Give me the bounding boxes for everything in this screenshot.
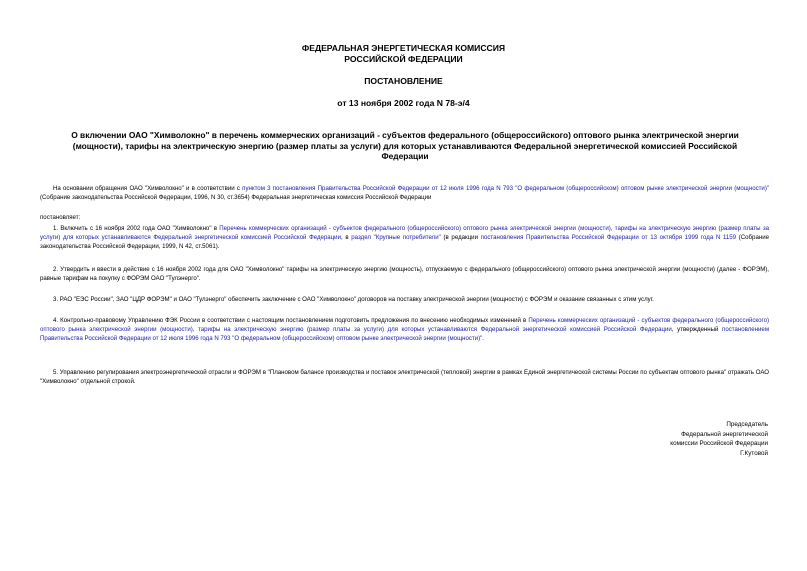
org-name-line2: РОССИЙСКОЙ ФЕДЕРАЦИИ <box>344 54 463 64</box>
item-4-text-3: . <box>482 335 484 342</box>
preamble-paragraph <box>40 184 769 202</box>
item-4-text-2: , утвержденный <box>671 326 723 333</box>
organizations-list-link-2[interactable]: Перечень коммерческих организаций - субъектов федерального (общероссийского) оптового рынка электрической энергии (мощности), тарифы на электрическую энергию (размер платы за услуги) для которых устанавливаются Федеральной энергетической комиссией Российской Федерации <box>40 317 770 333</box>
preamble-text-2: (Собрание законодательства Российской Федерации, 1996, N 30, ст.3654) Федеральная энергетическая комиссия Российской Федерации <box>40 194 432 201</box>
signature-position: Председатель <box>726 421 768 428</box>
signature-block <box>568 420 768 458</box>
org-name-line1: ФЕДЕРАЛЬНАЯ ЭНЕРГЕТИЧЕСКАЯ КОМИССИЯ <box>301 43 506 53</box>
item-1-paragraph <box>40 224 769 251</box>
item-1-text-3: (в редакции <box>440 234 481 241</box>
decree-1159-link[interactable]: постановления Правительства Российской Федерации от 13 октября 1999 года N 1159 <box>480 234 737 241</box>
preamble-text-1: На основании обращения ОАО "Химволокно" и в соответствии с <box>53 185 243 192</box>
document-type: ПОСТАНОВЛЕНИЕ <box>364 76 443 86</box>
item-4-text-1: 4. Контрольно-правовому Управлению ФЭК России в соответствии с настоящим постановлением подготовить предложения по внесению необходимых изменений в <box>53 317 529 324</box>
decides-label: постановляет: <box>40 214 81 221</box>
decree-793-link[interactable]: постановлением Правительства Российской Федерации от 12 июля 1996 года N 793 "О федеральном (общероссийском) оптовом рынке электрической энергии (мощности)" <box>40 326 770 342</box>
signature-name: Г.Кутовой <box>740 449 768 457</box>
item-2-paragraph: 2. Утвердить и ввести в действие с 16 ноября 2002 года для ОАО "Химволокно" тарифы на электрическую энергию (мощность), отпускаемую с федерального (общероссийского) оптового рынка электрической энергии (мощности) (далее - ФОРЭМ), равные тарифам на покупку с ФОРЭМ ОАО "Тулэнерго". <box>40 266 769 282</box>
item-1-text-1: 1. Включить с 16 ноября 2002 года ОАО "Химволокно" в <box>53 225 220 232</box>
large-consumers-section-link[interactable]: раздел "Крупные потребители" <box>351 234 441 241</box>
document-title: О включении ОАО "Химволокно" в перечень коммерческих организаций - субъектов федерального (общероссийского) оптового рынка электрической энергии (мощности), тарифы на электрическую энергию (размер платы за услуги) для которых устанавливаются Федеральной энергетической комиссией Российской Федерации <box>71 130 739 161</box>
document-date-number: от 13 ноября 2002 года N 78-э/4 <box>337 98 470 108</box>
signature-org-line1: Федеральной энергетической <box>681 430 768 438</box>
item-3-paragraph: 3. РАО "ЕЭС России", ЗАО "ЦДР ФОРЭМ" и ОАО "Тулэнерго" обеспечить заключение с ОАО "Химволокно" договоров на поставку электрической энергии (мощности) с ФОРЭМ и оказание связанных с этим услуг. <box>53 296 654 303</box>
item-5-paragraph: 5. Управлению регулирования электроэнергетической отрасли и ФОРЭМ в "Плановом балансе производства и поставок электрической (тепловой) энергии в рамках Единой энергетической системы России по субъектам оптового рынка" отражать ОАО "Химволокно" отдельной строкой. <box>40 369 769 385</box>
decree-793-point3-link[interactable]: пунктом 3 постановления Правительства Российской Федерации от 12 июля 1996 года N 793 "О федеральном (общероссийском) оптовом рынке электрической энергии (мощности)" <box>242 185 770 192</box>
item-1-text-4: (Собрание законодательства Российской Федерации, 1999, N 42, ст.5061). <box>40 234 769 250</box>
organizations-list-link[interactable]: Перечень коммерческих организаций - субъектов федерального (общероссийского) оптового рынка электрической энергии (мощности), тарифы на электрическую энергию (размер платы за услуги) для которых устанавливаются Федеральной энергетической комиссией Российской Федерации <box>40 225 769 241</box>
signature-org-line2: комиссии Российской Федерации <box>670 440 768 448</box>
item-1-text-2: , в <box>340 234 352 241</box>
item-4-paragraph <box>40 316 769 343</box>
